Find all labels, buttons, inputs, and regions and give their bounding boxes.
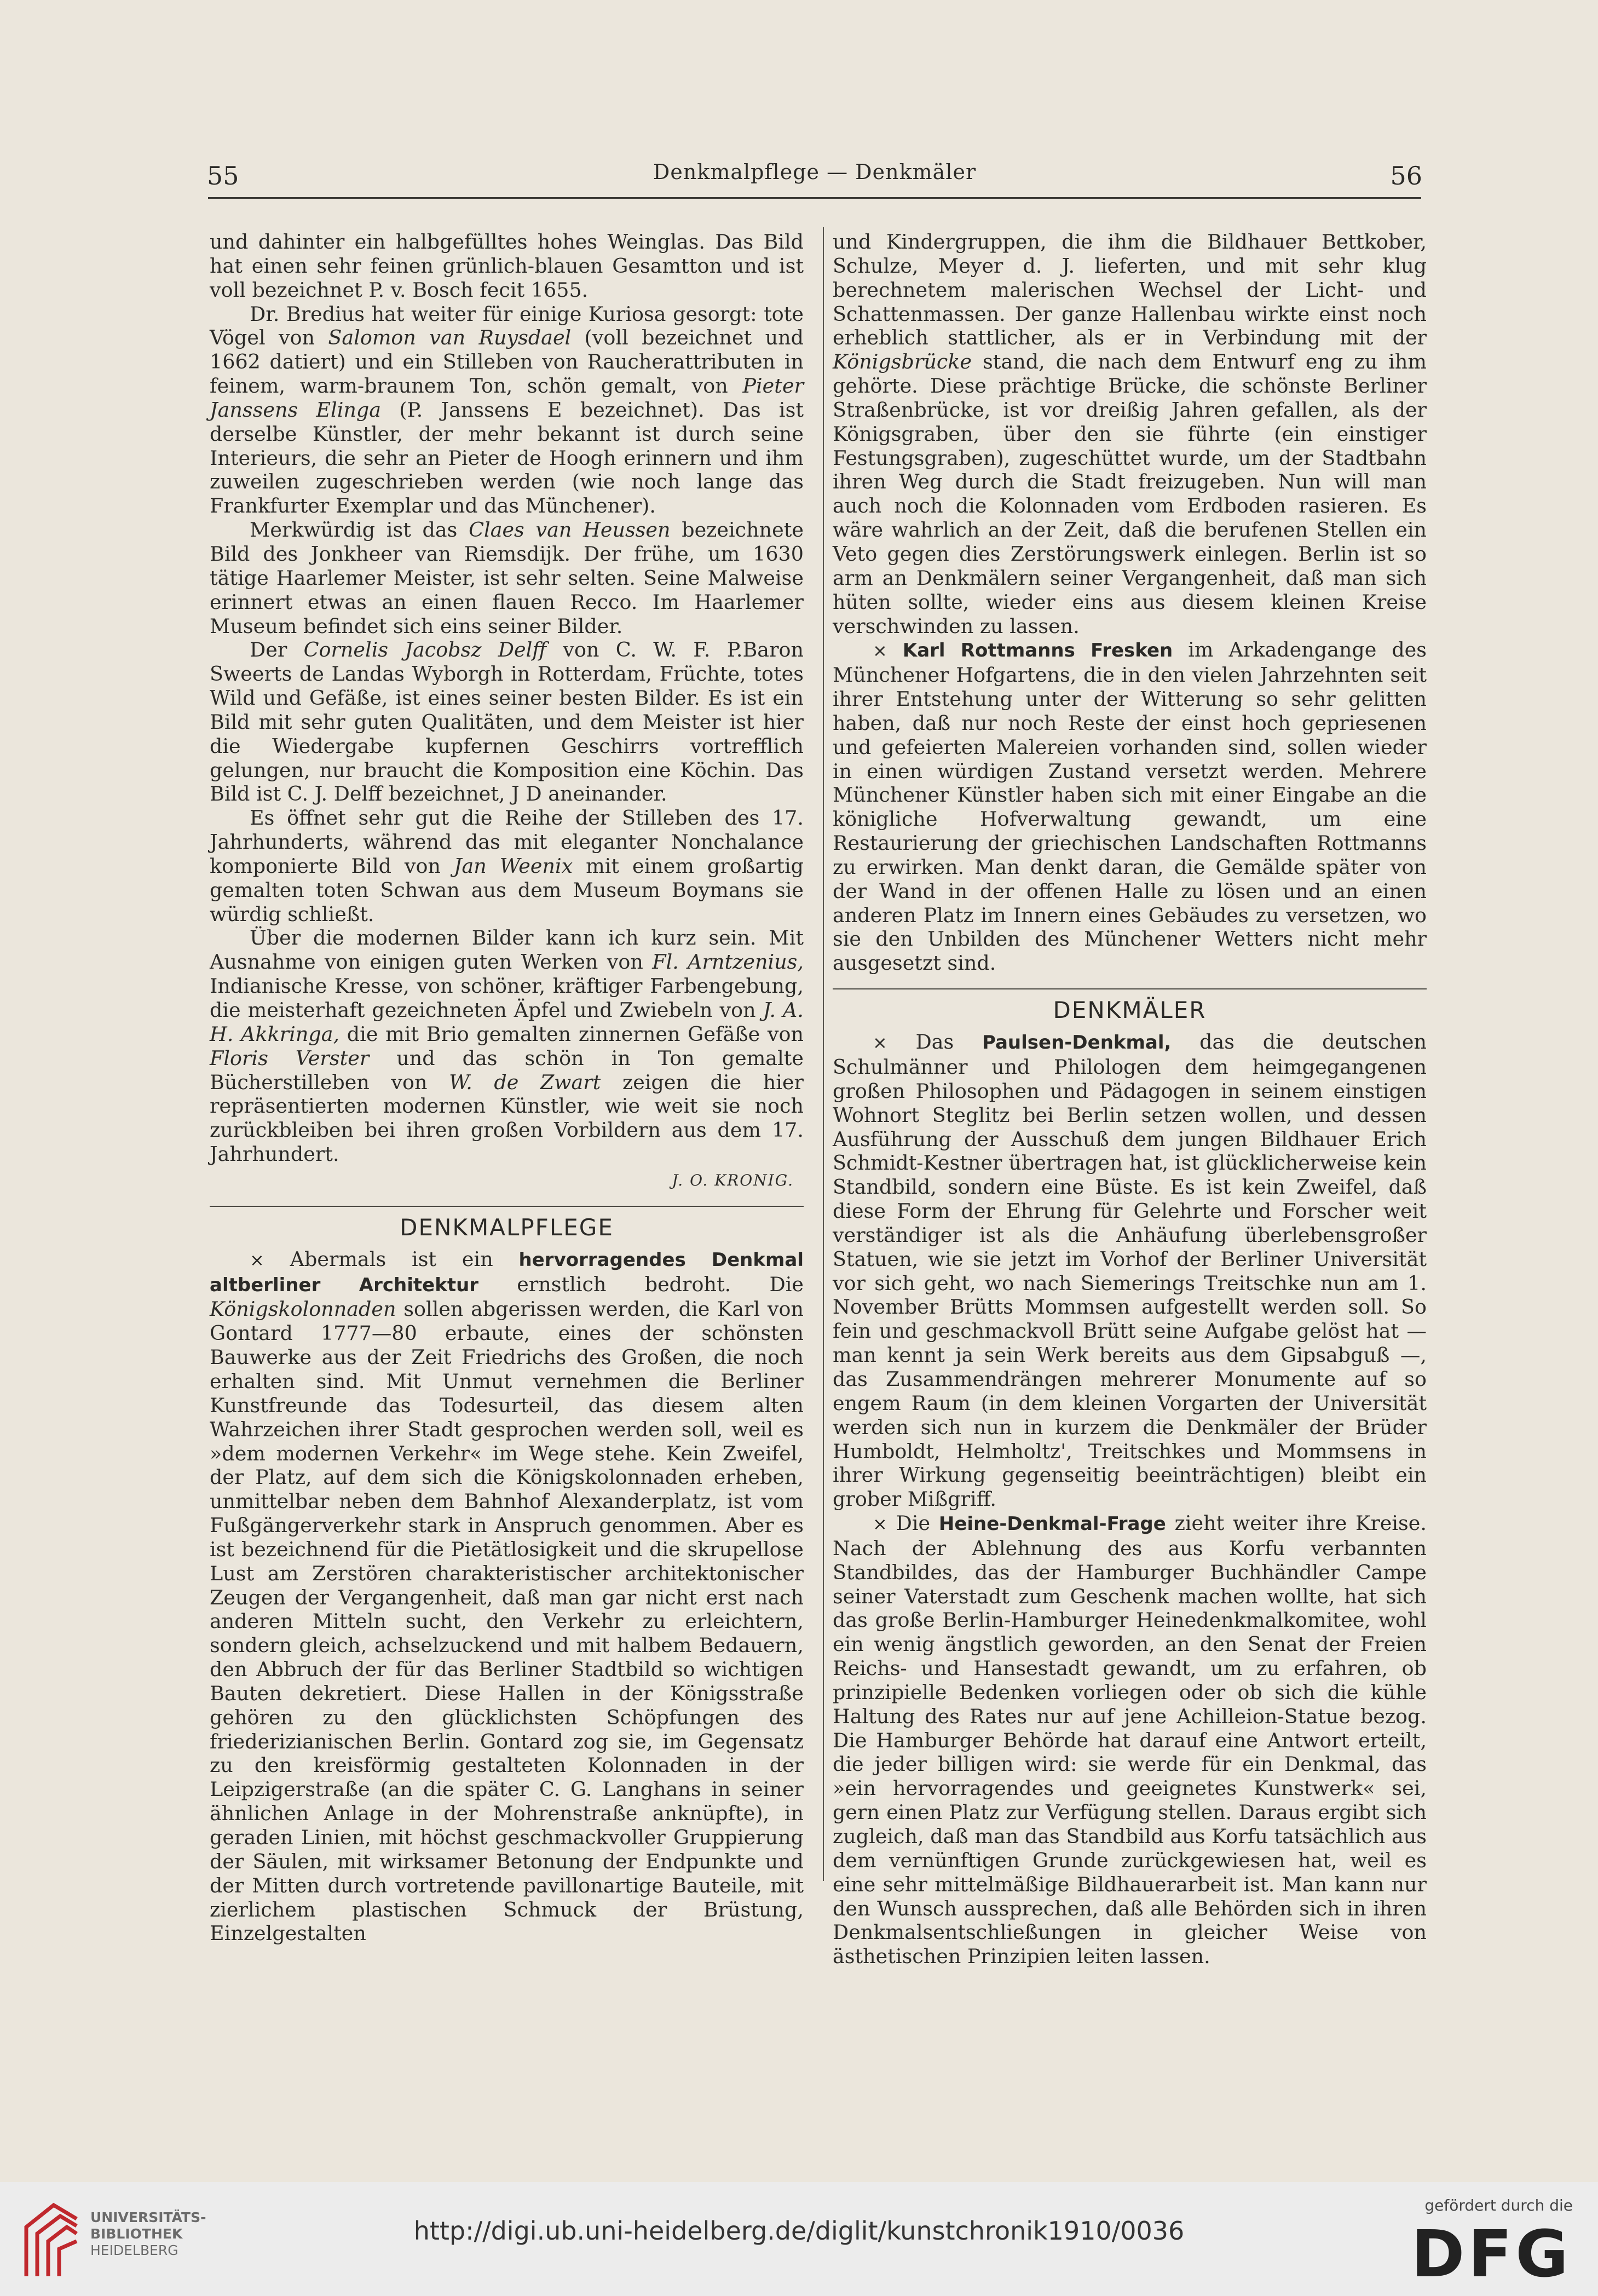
paragraph: und dahinter ein halbgefülltes hohes Weinglas. Das Bild hat einen sehr feinen grünlich-blauen Gesamtton und ist voll bezeichnet P. v. Bosch fecit 1655. [210,230,804,302]
source-url-link[interactable]: http://digi.ub.uni-heidelberg.de/diglit/kunstchronik1910/0036 [413,2216,1185,2246]
section-heading-denkmaeler: DENKMÄLER [1053,997,1207,1024]
left-column [210,230,804,1946]
viewer-footer [0,2182,1598,2296]
paragraph: und Kindergruppen, die ihm die Bildhauer Bettkober, Schulze, Meyer d. J. lieferten, und mit sehr klug berechnetem malerischen Wechsel der Licht- und Schattenmassen. Der ganze Hallenbau wirkte einst noch erheblich stattlicher, als er in Verbindung mit der Königsbrücke stand, die nach dem Entwurf eng zu ihm gehörte. Diese prächtige Brücke, die schönste Berliner Straßenbrücke, ist vor dreißig Jahren gefallen, als der Königsgraben, über den sie führte (ein einstiger Festungsgraben), zugeschüttet wurde, um der Stadtbahn ihren Weg durch die Stadt freizugeben. Nun will man auch noch die Kolonnaden vom Erdboden rasieren. Es wäre wahrlich an der Zeit, daß die berufenen Stellen ein Veto gegen dies Zerstörungswerk einlegen. Berlin ist so arm an Denkmälern seiner Vergangenheit, daß man sich hüten sollte, wieder eins aus diesem kleinen Kreise verschwinden zu lassen. [833,230,1427,638]
running-header [207,157,1422,195]
section-rule [210,1206,804,1207]
paragraph: Dr. Bredius hat weiter für einige Kuriosa gesorgt: tote Vögel von Salomon van Ruysdael (voll bezeichnet und 1662 datiert) und ein Stilleben von Raucherattributen in feinem, warm-braunem Ton, schön gemalt, von Pieter Janssens Elinga (P. Janssens E bezeichnet). Das ist derselbe Künstler, der mehr bekannt ist durch seine Interieurs, die sehr an Pieter de Hoogh erinnern und ihm zuweilen zugeschrieben werden (wie noch lange das Frankfurter Exemplar und das Münchener). [210,302,804,518]
paragraph: Der Cornelis Jacobsz Delff von C. W. F. P.Baron Sweerts de Landas Wyborgh in Rotterdam, Früchte, totes Wild und Gefäße, ist eines seiner besten Bilder. Es ist ein Bild mit sehr guten Qualitäten, und dem Meister ist hier die Wiedergabe kupfernen Geschirrs vortrefflich gelungen, nur braucht die Komposition eine Köchin. Das Bild ist C. J. Delff bezeichnet, J D aneinander. [210,638,804,806]
cross-mark-icon: × [873,1514,887,1535]
paragraph: × Die Heine-Denkmal-Frage zieht weiter ihre Kreise. Nach der Ablehnung des aus Korfu verbannten Standbildes, das der Hamburger Buchhändler Campe seiner Vaterstadt zum Geschenk machen wollte, hat sich das große Berlin-Hamburger Heinedenkmalkomitee, wohl ein wenig ängstlich geworden, an den Senat der Freien Reichs- und Hansestadt gewandt, um zu erfahren, ob prinzipielle Bedenken vorliegen oder ob sich die kühle Haltung des Rates nur auf jene Achilleion-Statue bezog. Die Hamburger Behörde hat darauf eine Antwort erteilt, die jeder billigen wird: sie werde für ein Denkmal, das »ein hervorragendes und geeignetes Kunstwerk« sei, gern einen Platz zur Verfügung stellen. Daraus ergibt sich zugleich, daß man das Standbild aus Korfu tatsächlich aus dem vernünftigen Grunde zurückgewiesen hat, weil es eine sehr mittelmäßige Bildhauerarbeit ist. Man kann nur den Wunsch aussprechen, daß alle Behörden sich in ihren Denkmalsentschließungen in gleicher Weise von ästhetischen Prinzipien leiten lassen. [833,1511,1427,1969]
column-divider [823,227,824,1881]
dfg-logo: DFG [1411,2216,1572,2292]
cross-mark-icon: × [873,640,887,661]
running-title: Denkmalpflege — Denkmäler [653,160,977,184]
header-rule [208,197,1421,199]
cross-mark-icon: × [250,1249,264,1270]
library-name: UNIVERSITÄTS- BIBLIOTHEK HEIDELBERG [90,2209,206,2258]
author-signature: J. O. KRONIG. [672,1171,794,1189]
section-heading-denkmalpflege: DENKMALPFLEGE [400,1213,614,1241]
paragraph: Über die modernen Bilder kann ich kurz sein. Mit Ausnahme von einigen guten Werken von Fl. Arntzenius, Indianische Kresse, von schöner, kräftiger Farbengebung, die meisterhaft gezeichneten Äpfel und Zwiebeln von J. A. H. Akkringa, die mit Brio gemalten zinnernen Gefäße von Floris Verster und das schön in Ton gemalte Bücherstilleben von W. de Zwart zeigen die hier repräsentierten modernen Künstler, wie weit sie noch zurückbleiben bei ihren großen Vorbildern aus dem 17. Jahrhundert. [210,926,804,1166]
funding-note: gefördert durch die [1424,2196,1573,2214]
cross-mark-icon: × [873,1032,887,1054]
paragraph: × Abermals ist ein hervorragendes Denkmal altberliner Architektur ernstlich bedroht. Die Königskolonnaden sollen abgerissen werden, die Karl von Gontard 1777—80 erbaute, eines der schönsten Bauwerke aus der Zeit Friedrichs des Großen, die noch erhalten sind. Mit Unmut vernehmen die Berliner Kunstfreunde das Todesurteil, das diesem alten Wahrzeichen ihrer Stadt gesprochen werden soll, weil es »dem modernen Verkehr« im Wege stehe. Kein Zweifel, der Platz, auf dem sich die Königskolonnaden erheben, unmittelbar neben dem Bahnhof Alexanderplatz, ist vom Fußgängerverkehr stark in Anspruch genommen. Aber es ist bezeichnend für die Pietätlosigkeit und die skrupellose Lust am Zerstören charakteristischer architektonischer Zeugen der Vergangenheit, daß man gar nicht erst nach anderen Mitteln sucht, den Verkehr zu erleichtern, sondern gleich, achselzuckend und mit halbem Bedauern, den Abbruch der für das Berliner Stadtbild so wichtigen Bauten dekretiert. Diese Hallen in der Königsstraße gehören zu den glücklichsten Schöpfungen des friederizianischen Berlin. Gontard zog sie, im Gegensatz zu den kreisförmig gestalteten Kolonnaden in der Leipzigerstraße (an die später C. G. Langhans in seiner ähnlichen Anlage in der Mohrenstraße anknüpfte), in geraden Linien, mit höchst geschmackvoller Gruppierung der Säulen, mit wirksamer Betonung der Endpunkte und der Mitten durch vortretende pavillonartige Bauteile, mit zierlichem plastischen Schmuck der Brüstung, Einzelgestalten [210,1247,804,1946]
right-column [833,230,1427,1969]
page-number-left: 55 [207,161,239,191]
page-number-right: 56 [1390,161,1422,191]
paragraph: × Das Paulsen-Denkmal, das die deutschen Schulmänner und Philologen dem heimgegangenen großen Philosophen und Pädagogen in seinem einstigen Wohnort Steglitz bei Berlin setzen wollen, und dessen Ausführung der Ausschuß dem jungen Bildhauer Erich Schmidt-Kestner übertragen hat, ist glücklicherweise kein Standbild, sondern eine Büste. Es ist kein Zweifel, daß diese Form der Ehrung für Gelehrte und Forscher weit verständiger ist als die Anhäufung überlebensgroßer Statuen, wie sie jetzt im Vorhof der Berliner Universität vor sich geht, wo nach Siemerings Treitschke nun am 1. November Brütts Mommsen aufgestellt werden soll. So fein und geschmackvoll Brütt seine Aufgabe gelöst hat — man kennt ja sein Werk bereits aus dem Gipsabguß —, das Zusammendrängen mehrerer Monumente auf so engem Raum (in dem kleinen Vorgarten der Universität werden sich nun in kurzem die Denkmäler der Brüder Humboldt, Helmholtz', Treitschkes und Mommsens in ihrer Wirkung gegenseitig beeinträchtigen) bleibt ein grober Mißgriff. [833,1030,1427,1511]
paragraph: × Karl Rottmanns Fresken im Arkadengange des Münchener Hofgartens, die in den vielen Jahrzehnten seit ihrer Entstehung unter der Witterung so sehr gelitten haben, daß nur noch Reste der einst hoch gepriesenen und gefeierten Malereien vorhanden sind, sollen wieder in einen würdigen Zustand versetzt werden. Mehrere Münchener Künstler haben sich mit einer Eingabe an die königliche Hofverwaltung gewandt, um eine Restaurierung der griechischen Landschaften Rottmanns zu erwirken. Man denkt daran, die Gemälde später von der Wand in der offenen Halle zu lösen und an einen anderen Platz im Innern eines Gebäudes zu versetzen, wo sie den Unbilden des Münchener Wetters nicht mehr ausgesetzt sind. [833,638,1427,975]
section-rule [833,988,1427,989]
paragraph: Merkwürdig ist das Claes van Heussen bezeichnete Bild des Jonkheer van Riemsdijk. Der frühe, um 1630 tätige Haarlemer Meister, ist sehr selten. Seine Malweise erinnert etwas an einen flauen Recco. Im Haarlemer Museum befindet sich eins seiner Bilder. [210,518,804,638]
paragraph: Es öffnet sehr gut die Reihe der Stilleben des 17. Jahrhunderts, während das mit eleganter Nonchalance komponierte Bild von Jan Weenix mit einem großartig gemalten toten Schwan aus dem Museum Boymans sie würdig schließt. [210,806,804,926]
